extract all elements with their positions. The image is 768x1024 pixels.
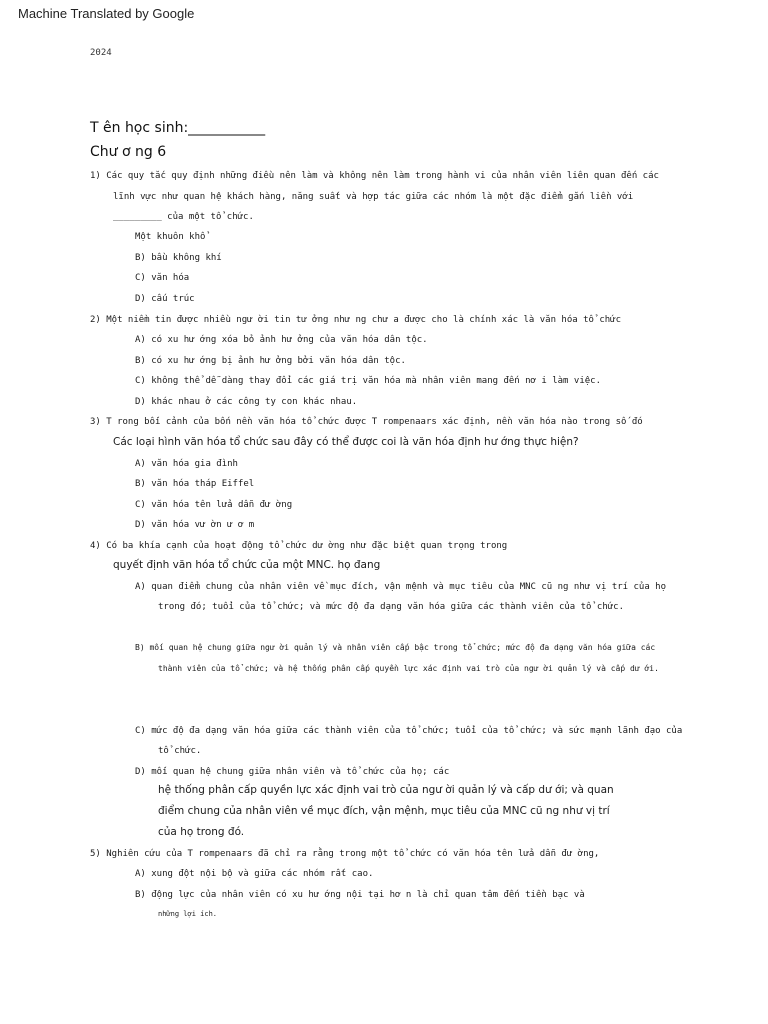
question-4-option-a-cont: trong đó; tuổi của tổ chức; và mức độ đa dạng văn hóa giữa các thành viên của tổ chức. [158, 602, 624, 612]
question-1-line-2: lĩnh vực như quan hệ khách hàng, năng suất và hợp tác giữa các nhóm là một đặc điểm gắn liền với [113, 192, 634, 202]
question-2-option-c: C) không thể dễ dàng thay đổi các giá trị văn hóa mà nhân viên mang đến nơ i làm việc. [135, 376, 601, 386]
machine-translation-banner: Machine Translated by Google [18, 6, 195, 21]
question-2-option-a: A) có xu hư ớng xóa bỏ ảnh hư ởng của văn hóa dân tộc. [135, 335, 428, 345]
question-5-line-1: 5) Nghiên cứu của T rompenaars đã chỉ ra rằng trong một tổ chức có văn hóa tên lửa dẫn đư ờng, [90, 849, 600, 859]
question-2-line-1: 2) Một niềm tin được nhiều ngư ời tin tư ởng như ng chư a được cho là chính xác là văn hóa tổ chức [90, 315, 622, 325]
student-name-label: T ên học sinh:___________ [90, 120, 266, 136]
question-2-option-b: B) có xu hư ớng bị ảnh hư ởng bởi văn hóa dân tộc. [135, 356, 406, 366]
question-5-option-b-cont: những lợi ích. [158, 910, 218, 918]
question-1-option-c: C) văn hóa [135, 273, 190, 283]
question-4-option-b: B) mối quan hệ chung giữa ngư ời quản lý và nhân viên cấp bậc trong tổ chức; mức độ đa dạng văn hóa giữa các [135, 643, 656, 652]
question-4-line-2: quyết định văn hóa tổ chức của một MNC. họ đang [113, 559, 381, 571]
question-1-option-b: B) bầu không khí [135, 253, 222, 263]
year-label: 2024 [90, 48, 112, 58]
question-3-option-c: C) văn hóa tên lửa dẫn đư ờng [135, 500, 293, 510]
question-4-option-d-cont-2: điểm chung của nhân viên về mục đích, vận mệnh, mục tiêu của MNC cũ ng như vị trí [158, 805, 610, 817]
question-4-option-d-cont-1: hệ thống phân cấp quyền lực xác định vai trò của ngư ời quản lý và cấp dư ới; và quan [158, 784, 614, 796]
question-2-option-d: D) khác nhau ở các công ty con khác nhau. [135, 397, 358, 407]
question-3-line-1: 3) T rong bối cảnh của bốn nền văn hóa tổ chức được T rompenaars xác định, nền văn hóa nào trong số đó [90, 417, 643, 427]
question-4-option-b-cont: thành viên của tổ chức; và hệ thống phân cấp quyền lực xác định vai trò của ngư ời quản lý và cấp dư ới. [158, 664, 659, 673]
question-4-option-d-cont-3: của họ trong đó. [158, 826, 245, 838]
question-3-option-b: B) văn hóa tháp Eiffel [135, 479, 255, 489]
question-4-line-1: 4) Có ba khía cạnh của hoạt động tổ chức dư ờng như đặc biệt quan trọng trong [90, 541, 508, 551]
question-5-option-a: A) xung đột nội bộ và giữa các nhóm rất cao. [135, 869, 374, 879]
question-4-option-d: D) mối quan hệ chung giữa nhân viên và tổ chức của họ; các [135, 767, 450, 777]
question-3-option-a: A) văn hóa gia đình [135, 459, 238, 469]
chapter-title: Chư ơ ng 6 [90, 144, 167, 160]
question-5-option-b: B) động lực của nhân viên có xu hư ớng nội tại hơ n là chỉ quan tâm đến tiền bạc và [135, 890, 585, 900]
question-3-line-2: Các loại hình văn hóa tổ chức sau đây có thể được coi là văn hóa định hư ớng thực hiện? [113, 436, 579, 448]
question-3-option-d: D) văn hóa vư ờn ư ơ m [135, 520, 255, 530]
question-1-option-a: Một khuôn khổ [135, 232, 206, 242]
question-4-option-a: A) quan điểm chung của nhân viên về mục đích, vận mệnh và mục tiêu của MNC cũ ng như vị trí của họ [135, 582, 667, 592]
question-1-line-1: 1) Các quy tắc quy định những điều nên làm và không nên làm trong hành vi của nhân viên liên quan đến các [90, 171, 659, 181]
question-1-line-3: _________ của một tổ chức. [113, 212, 254, 222]
question-1-option-d: D) cấu trúc [135, 294, 195, 304]
question-4-option-c-cont: tổ chức. [158, 746, 202, 756]
question-4-option-c: C) mức độ đa dạng văn hóa giữa các thành viên của tổ chức; tuổi của tổ chức; và sức mạnh lãnh đạo của [135, 726, 683, 736]
